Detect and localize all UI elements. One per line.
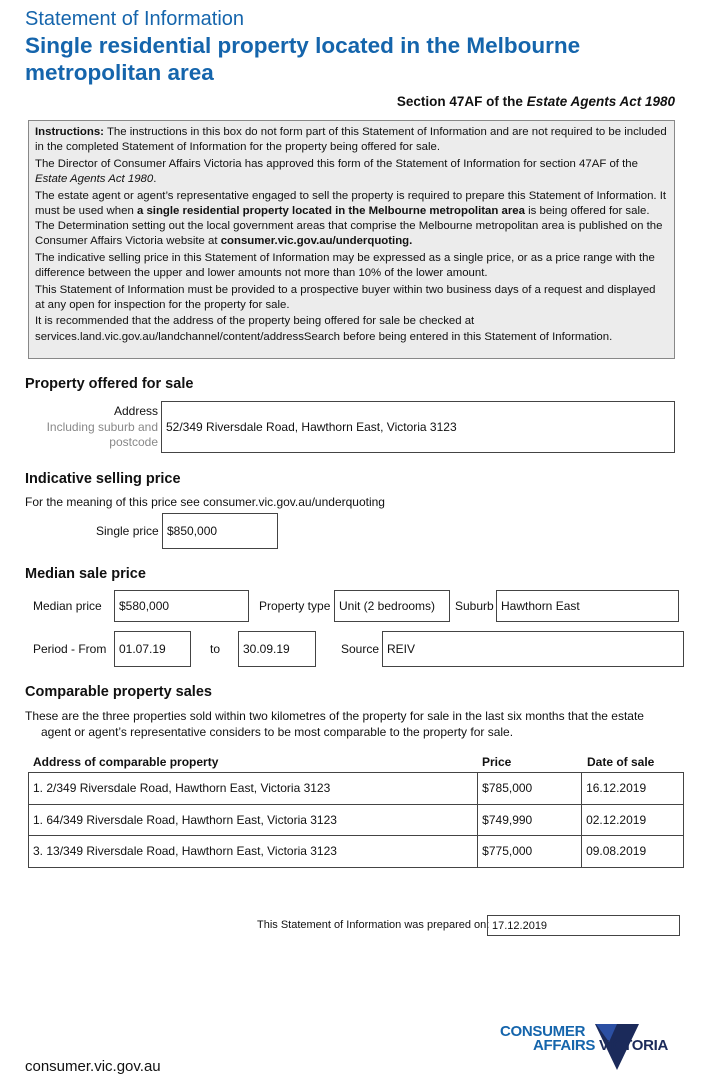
- instructions-p2-text: The Director of Consumer Affairs Victoria has approved this form of the Statement of Information for section 47AF of the: [35, 157, 638, 170]
- instructions-p3-text-b: is being offered for sale. The Determination setting out the local government areas that comprise the Melbourne metropolitan area is published on the Consumer Affairs Victoria website at: [35, 204, 663, 248]
- comparable-price[interactable]: $785,000: [478, 773, 582, 805]
- single-price-label: Single price: [96, 524, 159, 538]
- period-from-label: Period - From: [33, 642, 107, 656]
- period-to-label: to: [210, 642, 221, 656]
- comparable-date[interactable]: 09.08.2019: [582, 836, 684, 868]
- comparable-address[interactable]: 1. 64/349 Riversdale Road, Hawthorn East, Victoria 3123: [29, 804, 478, 836]
- logo-affairs: AFFAIRS: [533, 1037, 596, 1054]
- instructions-label: Instructions:: [35, 126, 104, 138]
- comparable-intro: [25, 709, 644, 740]
- address-label-sub1: Including suburb and: [46, 419, 158, 434]
- table-row: [29, 804, 684, 836]
- instructions-p5: This Statement of Information must be provided to a prospective buyer within two business days of a request and displayed at any open for inspection for the property for sale.: [35, 283, 656, 311]
- instructions-p4: The indicative selling price in this Statement of Information may be expressed as a single price, or as a price range with the difference between the upper and lower amounts not more than 10% of the lower amount.: [35, 251, 655, 279]
- footer-url[interactable]: consumer.vic.gov.au: [25, 1058, 161, 1075]
- instructions-p2: [35, 157, 668, 187]
- col-price-header: Price: [482, 755, 512, 769]
- address-label-main: Address: [113, 404, 158, 418]
- comparable-heading: Comparable property sales: [25, 684, 212, 700]
- form-kicker: Statement of Information: [25, 8, 245, 30]
- source-label: Source: [341, 642, 380, 656]
- instructions-p2-end: .: [153, 173, 157, 185]
- period-to-field[interactable]: 30.09.19: [238, 631, 316, 667]
- act-name: Estate Agents Act 1980: [526, 94, 675, 109]
- instructions-p6: It is recommended that the address of the property being offered for sale be checked at services.land.vic.gov.au/landchannel/content/addressSearch before being entered in this Statement of Information.: [35, 315, 613, 343]
- instructions-p1: [35, 125, 668, 155]
- col-date-header: Date of sale: [587, 755, 655, 769]
- instructions-p1-text: The instructions in this box do not form part of this Statement of Information and are not required to be included in the completed Statement of Information for the property being offered for sale.: [35, 126, 667, 154]
- underquoting-link[interactable]: consumer.vic.gov.au/underquoting.: [220, 235, 413, 248]
- comparable-intro-line2: agent or agent’s representative considers to be most comparable to the property for sale.: [41, 724, 514, 739]
- logo-consumer: CONSUMER: [500, 1023, 586, 1040]
- median-price-label: Median price: [33, 599, 102, 613]
- col-address-header: Address of comparable property: [33, 755, 219, 769]
- comparable-price[interactable]: $775,000: [478, 836, 582, 868]
- median-price-field[interactable]: $580,000: [114, 590, 249, 622]
- property-type-field[interactable]: Unit (2 bedrooms): [334, 590, 450, 622]
- instructions-box: [28, 120, 675, 359]
- instructions-p3-bold: a single residential property located in the Melbourne metropolitan area: [136, 204, 525, 217]
- indicative-heading: Indicative selling price: [25, 471, 181, 487]
- comparable-price[interactable]: $749,990: [478, 804, 582, 836]
- suburb-label: Suburb: [455, 599, 494, 613]
- comparable-address[interactable]: 3. 13/349 Riversdale Road, Hawthorn East, Victoria 3123: [29, 836, 478, 868]
- logo-victoria: VICTORIA: [599, 1037, 668, 1054]
- instructions-p3-text-a: The estate agent or agent’s representative engaged to sell the property is required to prepare this Statement of Information. It must be used when: [35, 189, 667, 217]
- prepared-date-field[interactable]: 17.12.2019: [487, 915, 680, 936]
- address-field[interactable]: 52/349 Riversdale Road, Hawthorn East, Victoria 3123: [161, 401, 675, 453]
- indicative-note: For the meaning of this price see consumer.vic.gov.au/underquoting: [25, 495, 385, 509]
- comparable-intro-line1: These are the three properties sold within two kilometres of the property for sale in the last six months that the estate: [25, 709, 644, 723]
- single-price-field[interactable]: $850,000: [162, 513, 278, 549]
- act-reference: [397, 94, 675, 109]
- table-row: [29, 773, 684, 805]
- page-title: Single residential property located in the Melbourne metropolitan area: [25, 33, 581, 85]
- source-field[interactable]: REIV: [382, 631, 684, 667]
- address-label-sub2: postcode: [109, 435, 158, 449]
- table-row: [29, 836, 684, 868]
- instructions-p3: [35, 189, 668, 250]
- comparable-address[interactable]: 1. 2/349 Riversdale Road, Hawthorn East, Victoria 3123: [29, 773, 478, 805]
- property-type-label: Property type: [259, 599, 331, 613]
- comparable-date[interactable]: 16.12.2019: [582, 773, 684, 805]
- address-label: [47, 404, 158, 451]
- act-prefix: Section 47AF of the: [396, 94, 527, 109]
- prepared-label: This Statement of Information was prepared on:: [257, 919, 490, 931]
- comparable-table: [28, 772, 684, 868]
- consumer-affairs-logo: [499, 1022, 689, 1072]
- median-heading: Median sale price: [25, 566, 146, 582]
- period-from-field[interactable]: 01.07.19: [114, 631, 191, 667]
- instructions-p2-act: Estate Agents Act 1980: [35, 173, 154, 185]
- comparable-date[interactable]: 02.12.2019: [582, 804, 684, 836]
- property-heading: Property offered for sale: [25, 376, 194, 392]
- suburb-field[interactable]: Hawthorn East: [496, 590, 679, 622]
